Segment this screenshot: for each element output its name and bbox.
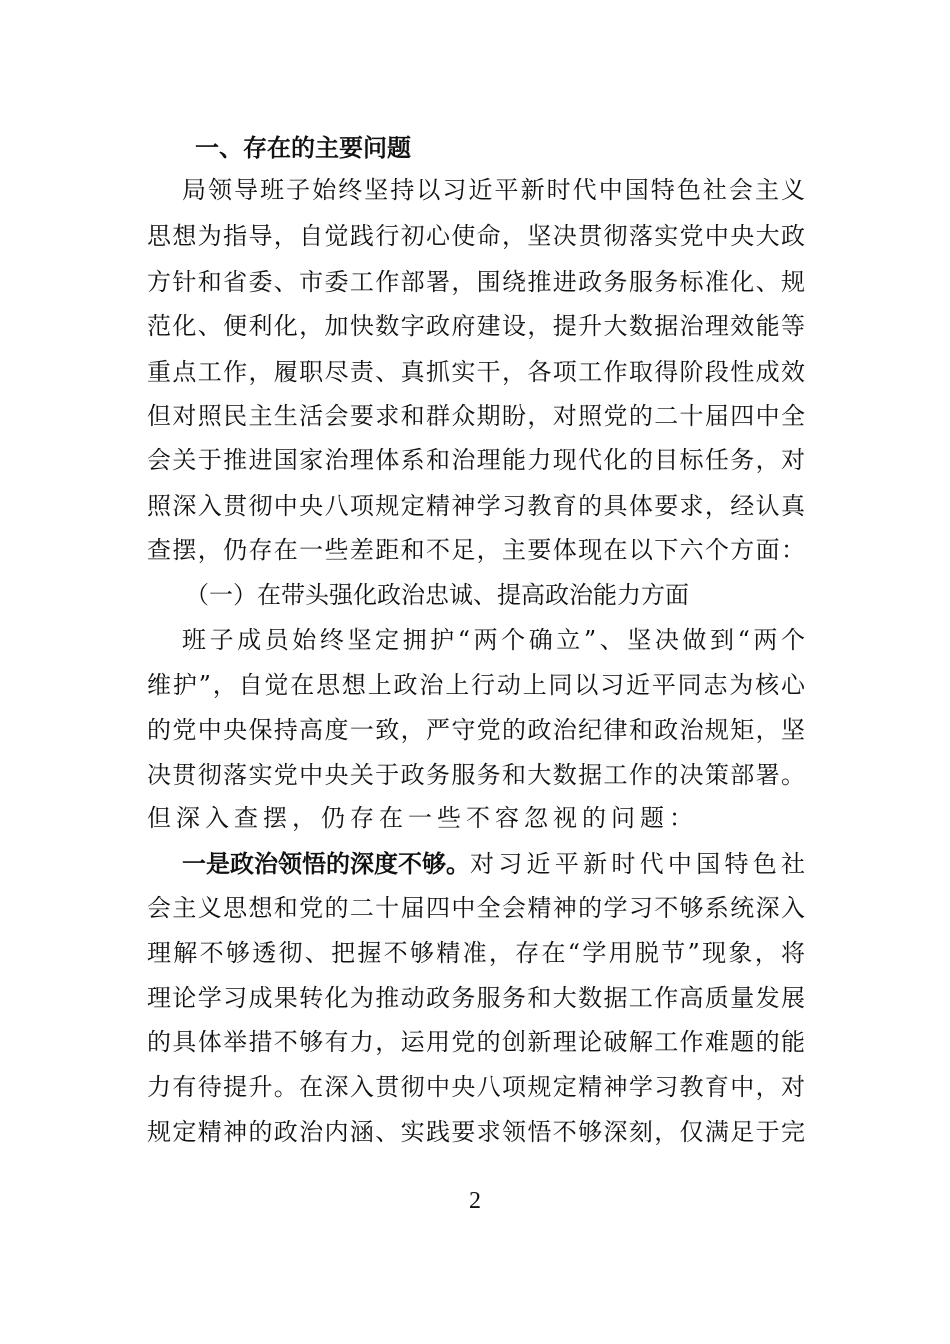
- paragraph-line: [182, 849, 805, 879]
- paragraph-line: 查摆，仍存在一些差距和不足，主要体现在以下六个方面：: [147, 536, 805, 564]
- paragraph-line: 但对照民主生活会要求和群众期盼，对照党的二十届四中全: [147, 402, 805, 430]
- paragraph-line: 维护”，自觉在思想上政治上行动上同以习近平同志为核心: [147, 671, 805, 699]
- page-number: 2: [469, 1188, 481, 1214]
- paragraph-line: 思想为指导，自觉践行初心使命，坚决贯彻落实党中央大政: [147, 222, 805, 250]
- line-rest: 对习近平新时代中国特色社: [470, 850, 805, 878]
- paragraph-line: 照深入贯彻中央八项规定精神学习教育的具体要求，经认真: [147, 492, 805, 520]
- paragraph-line: 理解不够透彻、把握不够精准，存在“学用脱节”现象，将: [147, 939, 805, 967]
- paragraph-line: 重点工作，履职尽责、真抓实干，各项工作取得阶段性成效: [147, 358, 805, 386]
- section-heading: 一、存在的主要问题: [195, 133, 411, 162]
- subsection-heading: （一）在带头强化政治忠诚、提高政治能力方面: [185, 581, 689, 609]
- paragraph-line: 理论学习成果转化为推动政务服务和大数据工作高质量发展: [147, 984, 805, 1012]
- paragraph-line: 的具体举措不够有力，运用党的创新理论破解工作难题的能: [147, 1028, 805, 1056]
- paragraph-line: 决贯彻落实党中央关于政务服务和大数据工作的决策部署。: [147, 761, 805, 789]
- paragraph-line: 力有待提升。在深入贯彻中央八项规定精神学习教育中，对: [147, 1073, 805, 1101]
- bold-lead: 一是政治领悟的深度不够。: [182, 849, 470, 878]
- paragraph-line: 局领导班子始终坚持以习近平新时代中国特色社会主义: [182, 176, 805, 204]
- paragraph-line: 会关于推进国家治理体系和治理能力现代化的目标任务，对: [147, 446, 805, 474]
- paragraph-line: 范化、便利化，加快数字政府建设，提升大数据治理效能等: [147, 312, 805, 340]
- paragraph-line: 规定精神的政治内涵、实践要求领悟不够深刻，仅满足于完: [147, 1118, 805, 1146]
- paragraph-line: 的党中央保持高度一致，严守党的政治纪律和政治规矩，坚: [147, 716, 805, 744]
- paragraph-line: 会主义思想和党的二十届四中全会精神的学习不够系统深入: [147, 894, 805, 922]
- paragraph-line: 方针和省委、市委工作部署，围绕推进政务服务标准化、规: [147, 268, 805, 296]
- paragraph-line: 班子成员始终坚定拥护“两个确立”、坚决做到“两个: [182, 626, 805, 654]
- paragraph-line: 但深入查摆，仍存在一些不容忽视的问题：: [147, 804, 698, 832]
